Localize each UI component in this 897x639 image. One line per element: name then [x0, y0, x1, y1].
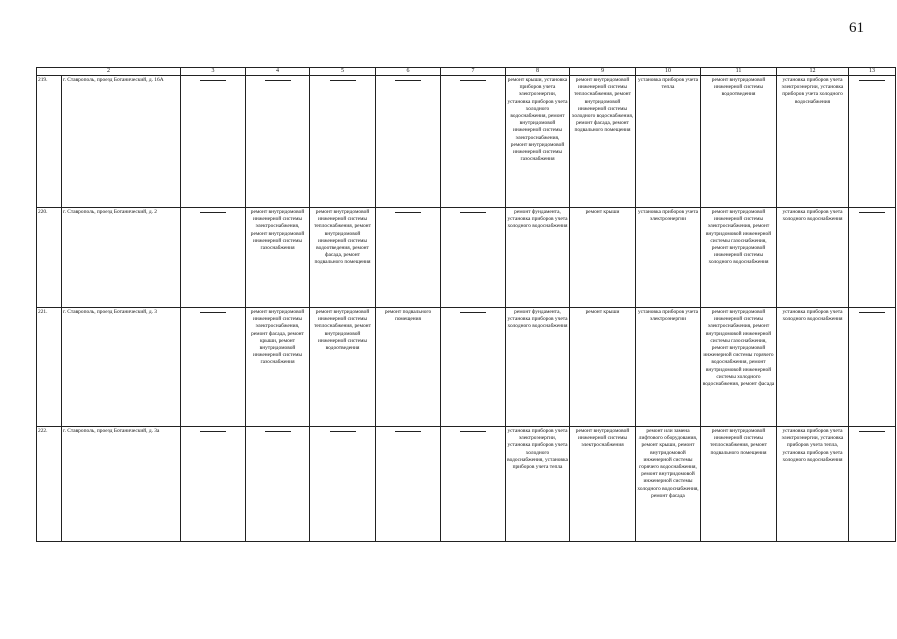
empty-cell-dash: [441, 427, 506, 542]
dash-mark: [460, 80, 486, 81]
work-cell-col-8: установка приборов учета электроэнергии, установка приборов учета холодного водоснабжения, установка приборов учета тепла: [506, 427, 570, 542]
work-cell-col-10: установка приборов учета электроэнергии: [636, 208, 701, 308]
work-cell-col-12: установка приборов учета электроэнергии, установка приборов учета холодного водоснабжения: [777, 76, 849, 208]
empty-cell-dash: [181, 208, 246, 308]
table-row: [37, 427, 896, 542]
dash-mark: [200, 431, 226, 432]
dash-mark: [395, 431, 421, 432]
work-cell-col-8: ремонт крыши, установка приборов учета электроэнергии, установка приборов учета холодного водоснабжения, ремонт внутридомовой инженерной системы электроснабжения, ремонт внутридомовой инженерной системы газоснабжения: [506, 76, 570, 208]
row-address: г. Ставрополь, проезд Ботанический, д. 2: [62, 208, 181, 308]
row-number: 220.: [37, 208, 62, 308]
work-cell-col-8: ремонт фундамента, установка приборов учета холодного водоснабжения: [506, 308, 570, 427]
empty-cell-dash: [246, 76, 310, 208]
work-cell-col-8: ремонт фундамента, установка приборов учета холодного водоснабжения: [506, 208, 570, 308]
work-cell-col-10: установка приборов учета тепла: [636, 76, 701, 208]
table-header-row: [37, 68, 896, 76]
header-col-8: 8: [506, 68, 570, 76]
row-number: 222.: [37, 427, 62, 542]
empty-cell-dash: [181, 427, 246, 542]
work-cell-col-11: ремонт внутридомовой инженерной системы водоотведения: [701, 76, 777, 208]
empty-cell-dash: [849, 308, 896, 427]
work-cell-col-9: ремонт внутридомовой инженерной системы теплоснабжения, ремонт внутридомовой инженерной системы холодного водоснабжения, ремонт фасада, ремонт подвального помещения: [570, 76, 636, 208]
work-cell-col-10: ремонт или замена лифтового оборудования, ремонт крыши, ремонт внутридомовой инженерной системы горячего водоснабжения, ремонт внутридомовой инженерной системы холодного водоснабжения, ремонт фасада: [636, 427, 701, 542]
empty-cell-dash: [441, 208, 506, 308]
dash-mark: [265, 431, 291, 432]
table-row: [37, 76, 896, 208]
dash-mark: [460, 431, 486, 432]
empty-cell-dash: [310, 427, 376, 542]
dash-mark: [395, 212, 421, 213]
row-address: г. Ставрополь, проезд Ботанический, д. 3: [62, 308, 181, 427]
work-cell-col-11: ремонт внутридомовой инженерной системы теплоснабжения, ремонт подвального помещения: [701, 427, 777, 542]
dash-mark: [200, 312, 226, 313]
empty-cell-dash: [376, 76, 441, 208]
dash-mark: [859, 80, 885, 81]
header-col-7: 7: [441, 68, 506, 76]
empty-cell-dash: [246, 427, 310, 542]
empty-cell-dash: [376, 427, 441, 542]
table-row: [37, 308, 896, 427]
work-cell-col-11: ремонт внутридомовой инженерной системы электроснабжения, ремонт внутридомовой инженерной системы газоснабжения, ремонт внутридомовой инженерной системы холодного водоснабжения: [701, 208, 777, 308]
row-address: г. Ставрополь, проезд Ботанический, д. 3а: [62, 427, 181, 542]
table-row: [37, 208, 896, 308]
empty-cell-dash: [441, 76, 506, 208]
header-col-2: 2: [37, 68, 181, 76]
row-number: 221.: [37, 308, 62, 427]
header-col-4: 4: [246, 68, 310, 76]
dash-mark: [200, 212, 226, 213]
dash-mark: [395, 80, 421, 81]
empty-cell-dash: [376, 208, 441, 308]
register-table: [36, 67, 896, 542]
dash-mark: [330, 431, 356, 432]
dash-mark: [460, 212, 486, 213]
header-col-12: 12: [777, 68, 849, 76]
work-cell-col-12: установка приборов учета холодного водоснабжения: [777, 208, 849, 308]
dash-mark: [859, 431, 885, 432]
empty-cell-dash: [441, 308, 506, 427]
header-col-6: 6: [376, 68, 441, 76]
header-col-9: 9: [570, 68, 636, 76]
dash-mark: [460, 312, 486, 313]
work-cell-col-12: установка приборов учета холодного водоснабжения: [777, 308, 849, 427]
row-address: г. Ставрополь, проезд Ботанический, д. 16А: [62, 76, 181, 208]
work-cell-col-9: ремонт крыши: [570, 208, 636, 308]
header-col-5: 5: [310, 68, 376, 76]
empty-cell-dash: [181, 308, 246, 427]
header-col-3: 3: [181, 68, 246, 76]
work-cell-col-9: ремонт крыши: [570, 308, 636, 427]
table-body: [37, 76, 896, 542]
work-cell-col-5: ремонт внутридомовой инженерной системы теплоснабжения, ремонт внутридомовой инженерной системы водоотведения, ремонт фасада, ремонт подвального помещения: [310, 208, 376, 308]
dash-mark: [330, 80, 356, 81]
empty-cell-dash: [310, 76, 376, 208]
work-cell-col-4: ремонт внутридомовой инженерной системы электроснабжения, ремонт фасада, ремонт крыши, ремонт внутридомовой инженерной системы газоснабжения: [246, 308, 310, 427]
page-number: 61: [849, 20, 864, 36]
work-cell-col-6: ремонт подвального помещения: [376, 308, 441, 427]
dash-mark: [265, 80, 291, 81]
work-cell-col-4: ремонт внутридомовой инженерной системы электроснабжения, ремонт внутридомовой инженерной системы газоснабжения: [246, 208, 310, 308]
dash-mark: [859, 212, 885, 213]
header-col-13: 13: [849, 68, 896, 76]
empty-cell-dash: [849, 76, 896, 208]
work-cell-col-12: установка приборов учета электроэнергии, установка приборов учета тепла, установка приборов учета холодного водоснабжения: [777, 427, 849, 542]
dash-mark: [200, 80, 226, 81]
work-cell-col-9: ремонт внутридомовой инженерной системы электроснабжения: [570, 427, 636, 542]
row-number: 219.: [37, 76, 62, 208]
work-cell-col-5: ремонт внутридомовой инженерной системы теплоснабжения, ремонт внутридомовой инженерной системы водоотведения: [310, 308, 376, 427]
empty-cell-dash: [849, 427, 896, 542]
empty-cell-dash: [849, 208, 896, 308]
work-cell-col-11: ремонт внутридомовой инженерной системы электроснабжения, ремонт внутридомовой инженерной системы газоснабжения, ремонт внутридомовой инженерной системы горячего водоснабжения, ремонт внутридомовой инженерной системы холодного водоснабжения, ремонт фасада: [701, 308, 777, 427]
header-col-11: 11: [701, 68, 777, 76]
empty-cell-dash: [181, 76, 246, 208]
work-cell-col-10: установка приборов учета электроэнергии: [636, 308, 701, 427]
header-col-10: 10: [636, 68, 701, 76]
dash-mark: [859, 312, 885, 313]
